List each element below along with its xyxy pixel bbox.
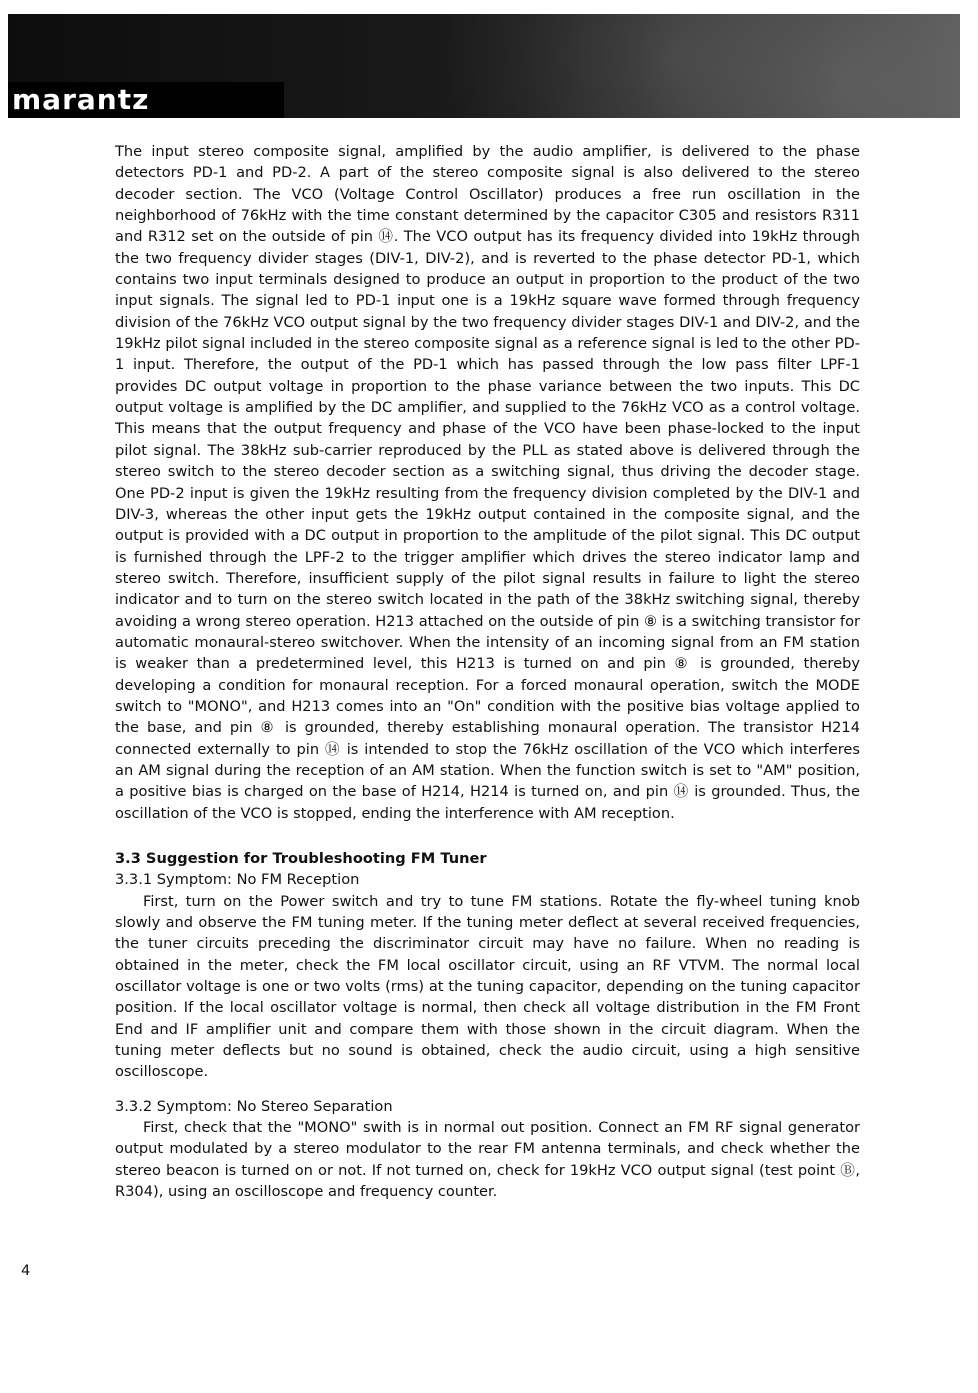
page-content: [115, 141, 860, 1203]
subsection-paragraph-1: First, turn on the Power switch and try to tune FM stations. Rotate the fly-wheel tuning knob slowly and observe the FM tuning meter. If the tuning meter deflect at several received frequencies, the tuner circuits preceding the discriminator circuit may have no failure. When no reading is obtained in the meter, check the FM local oscillator circuit, using an RF VTVM. The normal local oscillator voltage is one or two volts (rms) at the tuning capacitor, depending on the tuning capacitor position. If the local oscillator voltage is normal, then check all voltage distribution in the FM Front End and IF amplifier unit and compare them with those shown in the circuit diagram. When the tuning meter deflects but no sound is obtained, check the audio circuit, using a high sensitive oscilloscope.: [115, 892, 860, 1081]
subsection-heading-1: 3.3.1 Symptom: No FM Reception: [115, 871, 360, 889]
brand-logo: marantz: [12, 83, 150, 116]
intro-paragraph: The input stereo composite signal, amplified by the audio amplifier, is delivered to the phase detectors PD-1 and PD-2. A part of the stereo composite signal is also delivered to the stereo decoder section. The VCO (Voltage Control Oscillator) produces a free run oscillation in the neighborhood of 76kHz with the time constant determined by the capacitor C305 and resistors R311 and R312 set on the outside of pin ⑭. The VCO output has its frequency divided into 19kHz through the two frequency divider stages (DIV-1, DIV-2), and is reverted to the phase detector PD-1, which contains two input terminals designed to produce an output in proportion to the product of the two input signals. The signal led to PD-1 input one is a 19kHz square wave formed through frequency division of the 76kHz VCO output signal by the two frequency divider stages DIV-1 and DIV-2, and the 19kHz pilot signal included in the stereo composite signal as a reference signal is led to the other PD-1 input. Therefore, the output of the PD-1 which has passed through the low pass filter LPF-1 provides DC output voltage in proportion to the phase variance between the two inputs. This DC output voltage is amplified by the DC amplifier, and supplied to the 76kHz VCO as a control voltage. This means that the output frequency and phase of the VCO have been phase-locked to the input pilot signal. The 38kHz sub-carrier reproduced by the PLL as stated above is delivered through the stereo switch to the stereo decoder section as a switching signal, thus driving the decoder stage. One PD-2 input is given the 19kHz resulting from the frequency division completed by the DIV-1 and DIV-3, whereas the other input gets the 19kHz output contained in the composite signal, and the output is provided with a DC output in proportion to the amplitude of the pilot signal. This DC output is furnished through the LPF-2 to the trigger amplifier which drives the stereo indicator lamp and stereo switch. Therefore, insufficient supply of the pilot signal results in failure to light the stereo indicator and to turn on the stereo switch located in the path of the 38kHz switching signal, thereby avoiding a wrong stereo operation. H213 attached on the outside of pin ⑧ is a switching transistor for automatic monaural-stereo switchover. When the intensity of an incoming signal from an FM station is weaker than a predetermined level, this H213 is turned on and pin ⑧ is grounded, thereby developing a condition for monaural reception. For a forced monaural operation, switch the MODE switch to "MONO", and H213 comes into an "On" condition with the positive bias voltage applied to the base, and pin ⑧ is grounded, thereby establishing monaural operation. The transistor H214 connected externally to pin ⑭ is intended to stop the 76kHz oscillation of the VCO which interferes an AM signal during the reception of an AM station. When the function switch is set to "AM" position, a positive bias is charged on the base of H214, H214 is turned on, and pin ⑭ is grounded. Thus, the oscillation of the VCO is stopped, ending the interference with AM reception.: [115, 143, 860, 822]
section-heading: 3.3 Suggestion for Troubleshooting FM Tuner: [115, 850, 487, 867]
subsection-paragraph-2: First, check that the "MONO" swith is in normal out position. Connect an FM RF signal generator output modulated by a stereo modulator to the rear FM antenna terminals, and check whether the stereo beacon is turned on or not. If not turned on, check for 19kHz VCO output signal (test point Ⓑ, R304), using an oscilloscope and frequency counter.: [115, 1119, 860, 1201]
subsection-heading-2: 3.3.2 Symptom: No Stereo Separation: [115, 1097, 393, 1115]
page-number: 4: [21, 1262, 31, 1279]
